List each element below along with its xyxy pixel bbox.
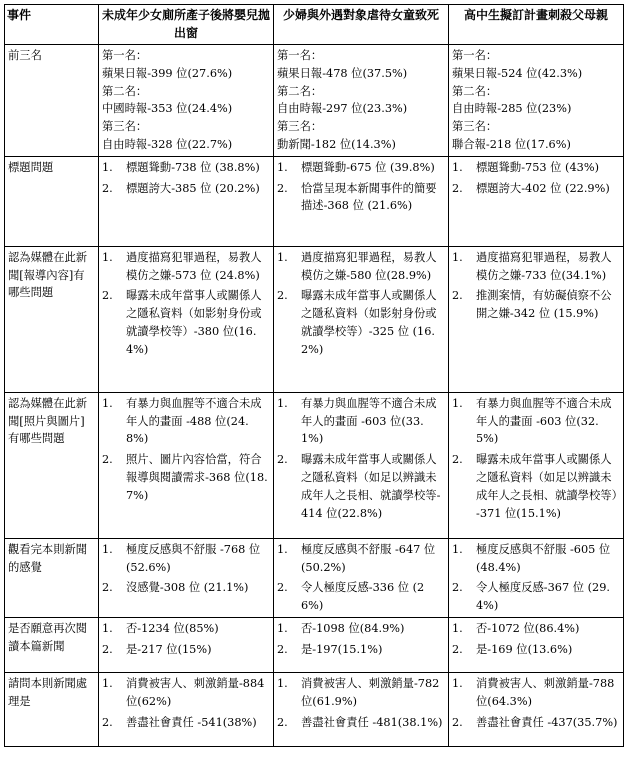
list-item-text: 善盡社會責任 -481(38.1%) <box>301 715 443 729</box>
list-item-number: 2. <box>277 289 288 303</box>
list-item-text: 曝露未成年當事人或關係人之隱私資料（如影射身份或就讀學校等）-380 位(16.4%) <box>126 289 262 356</box>
table-cell <box>449 392 624 538</box>
list-item-number: 2. <box>277 581 288 595</box>
list-item <box>277 159 445 177</box>
list-item-number: 2. <box>452 289 463 303</box>
row-label: 是否願意再次閱讀本篇新聞 <box>5 617 99 672</box>
list-item-number: 2. <box>452 715 463 729</box>
list-item <box>452 620 620 638</box>
list-item <box>102 541 270 577</box>
list-item-text: 是-217 位(15%) <box>126 642 212 656</box>
list-item <box>102 249 270 285</box>
numbered-list <box>277 159 445 215</box>
table-cell <box>99 246 274 392</box>
list-item-text: 標題誇大-385 位 (20.2%) <box>126 181 260 195</box>
list-item-number: 1. <box>277 676 288 690</box>
list-item-text: 消費被害人、刺激銷量-884 位(62%) <box>126 676 265 708</box>
list-item-number: 1. <box>452 676 463 690</box>
numbered-list <box>277 395 445 523</box>
list-item <box>277 180 445 216</box>
list-item-number: 1. <box>102 542 113 556</box>
list-item-text: 曝露未成年當事人或關係人之隱私資料（如足以辨識未成年人之長相、就讀學校等）-371 位(15.1%) <box>476 453 618 520</box>
list-item-text: 標題誇大-402 位 (22.9%) <box>476 181 610 195</box>
numbered-list <box>452 675 620 731</box>
list-item-text: 過度描寫犯罪過程，易教人模仿之嫌-580 位(28.9%) <box>301 250 437 282</box>
cell-line: 蘋果日報-399 位(27.6%) <box>102 66 233 80</box>
numbered-list <box>452 395 620 523</box>
cell-line: 第一名： <box>277 49 323 62</box>
table-cell <box>449 617 624 672</box>
row-label: 認為媒體在此新聞[照片與圖片]有哪些問題 <box>5 392 99 538</box>
list-item-number: 1. <box>452 542 463 556</box>
list-item <box>277 395 445 448</box>
table-row <box>5 392 624 538</box>
list-item-text: 是-197(15.1%) <box>301 642 383 656</box>
table-cell <box>449 538 624 617</box>
list-item-text: 否-1072 位(86.4%) <box>476 621 580 635</box>
header-case-2: 少婦與外遇對象虐待女童致死 <box>274 5 449 45</box>
list-item <box>102 451 270 504</box>
list-item <box>452 287 620 323</box>
list-item <box>102 714 270 732</box>
header-case-1: 未成年少女廁所產子後將嬰兒拋出窗 <box>99 5 274 45</box>
list-item-text: 善盡社會責任 -541(38%) <box>126 715 257 729</box>
header-case-3: 高中生擬訂計畫刺殺父母親 <box>449 5 624 45</box>
list-item-text: 標題聳動-675 位 (39.8%) <box>301 160 435 174</box>
list-item-text: 令人極度反感-336 位 (26%) <box>301 581 425 613</box>
list-item-number: 1. <box>452 396 463 410</box>
list-item <box>102 287 270 358</box>
cell-line: 自由時報-328 位(22.7%) <box>102 137 233 151</box>
table-cell <box>99 538 274 617</box>
table-cell <box>99 392 274 538</box>
table-cell <box>449 156 624 246</box>
list-item-text: 消費被害人、刺激銷量-788 位(64.3%) <box>476 676 615 708</box>
cell-line: 第一名： <box>102 49 148 62</box>
list-item-text: 沒感覺-308 位 (21.1%) <box>126 581 249 595</box>
table-cell <box>274 538 449 617</box>
list-item-number: 2. <box>277 715 288 729</box>
list-item <box>277 620 445 638</box>
table-cell <box>274 156 449 246</box>
table-cell <box>99 617 274 672</box>
cell-line: 動新聞-182 位(14.3%) <box>277 137 396 151</box>
table-cell <box>274 392 449 538</box>
table-row <box>5 246 624 392</box>
list-item <box>102 159 270 177</box>
table-cell <box>274 45 449 157</box>
list-item-number: 1. <box>102 676 113 690</box>
cell-line: 第二名： <box>452 84 498 98</box>
row-label: 請問本則新聞處理是 <box>5 672 99 746</box>
cell-line: 自由時報-297 位(23.3%) <box>277 102 408 116</box>
table-row <box>5 156 624 246</box>
list-item-text: 推測案情，有妨礙偵察不公開之嫌-342 位 (15.9%) <box>476 289 612 321</box>
numbered-list <box>102 395 270 505</box>
numbered-list <box>102 249 270 359</box>
list-item-text: 標題聳動-738 位 (38.8%) <box>126 160 260 174</box>
list-item-text: 過度描寫犯罪過程，易教人模仿之嫌-573 位 (24.8%) <box>126 250 262 282</box>
cell-line: 蘋果日報-524 位(42.3%) <box>452 66 583 80</box>
list-item <box>277 451 445 522</box>
cell-line: 第三名： <box>452 120 498 134</box>
list-item <box>452 249 620 285</box>
numbered-list <box>277 675 445 731</box>
list-item <box>452 641 620 659</box>
table-row <box>5 538 624 617</box>
list-item-number: 2. <box>102 289 113 303</box>
cell-line: 聯合報-218 位(17.6%) <box>452 137 571 151</box>
list-item-text: 過度描寫犯罪過程，易教人模仿之嫌-733 位(34.1%) <box>476 250 612 282</box>
numbered-list <box>102 620 270 659</box>
cell-line: 中國時報-353 位(24.4%) <box>102 102 233 116</box>
table-cell <box>449 672 624 746</box>
header-row <box>5 5 624 45</box>
numbered-list <box>277 249 445 359</box>
list-item-text: 曝露未成年當事人或關係人之隱私資料（如足以辨識未成年人之長相、就讀學校等-414 位(22.8%) <box>301 453 441 520</box>
list-item-text: 有暴力與血腥等不適合未成年人的畫面 -603 位(32.5%) <box>476 396 612 446</box>
list-item-text: 極度反感與不舒服 -768 位(52.6%) <box>126 542 261 574</box>
list-item <box>277 641 445 659</box>
table-cell <box>99 156 274 246</box>
cell-line: 第二名： <box>277 84 323 98</box>
list-item <box>102 395 270 448</box>
list-item-text: 恰當呈現本新聞事件的簡要描述-368 位 (21.6%) <box>301 181 437 213</box>
list-item-number: 1. <box>277 250 288 264</box>
cell-line: 蘋果日報-478 位(37.5%) <box>277 66 408 80</box>
list-item <box>102 641 270 659</box>
table-row <box>5 45 624 157</box>
row-label: 標題問題 <box>5 156 99 246</box>
list-item-number: 2. <box>102 453 113 467</box>
list-item <box>452 451 620 522</box>
list-item-number: 1. <box>102 160 113 174</box>
survey-table <box>4 4 624 747</box>
list-item <box>452 159 620 177</box>
list-item <box>452 714 620 732</box>
list-item-number: 2. <box>452 181 463 195</box>
cell-line: 自由時報-285 位(23%) <box>452 102 572 116</box>
table-row <box>5 672 624 746</box>
list-item-text: 極度反感與不舒服 -647 位(50.2%) <box>301 542 436 574</box>
list-item <box>102 620 270 638</box>
list-item-number: 2. <box>277 181 288 195</box>
list-item-number: 2. <box>102 581 113 595</box>
list-item-number: 1. <box>277 621 288 635</box>
numbered-list <box>277 620 445 659</box>
list-item-number: 1. <box>277 160 288 174</box>
numbered-list <box>102 159 270 198</box>
list-item-text: 消費被害人、刺激銷量-782 位(61.9%) <box>301 676 440 708</box>
numbered-list <box>102 675 270 731</box>
list-item-number: 2. <box>452 581 463 595</box>
numbered-list <box>277 541 445 615</box>
list-item-text: 曝露未成年當事人或關係人之隱私資料（如影射身份或就讀學校等）-325 位 (16.2%) <box>301 289 437 356</box>
list-item <box>452 541 620 577</box>
row-label: 前三名 <box>5 45 99 157</box>
list-item <box>277 287 445 358</box>
list-item-text: 善盡社會責任 -437(35.7%) <box>476 715 618 729</box>
list-item-number: 2. <box>102 181 113 195</box>
numbered-list <box>452 249 620 323</box>
list-item <box>277 579 445 615</box>
list-item-number: 1. <box>452 250 463 264</box>
table-cell <box>449 246 624 392</box>
numbered-list <box>102 541 270 597</box>
cell-line: 第一名： <box>452 49 498 62</box>
table-cell <box>449 45 624 157</box>
list-item-text: 極度反感與不舒服 -605 位(48.4%) <box>476 542 611 574</box>
list-item-number: 2. <box>277 642 288 656</box>
row-label: 觀看完本則新聞的感覺 <box>5 538 99 617</box>
table-cell <box>274 617 449 672</box>
list-item-number: 1. <box>102 621 113 635</box>
list-item-number: 1. <box>277 542 288 556</box>
list-item-number: 2. <box>452 453 463 467</box>
list-item <box>452 675 620 711</box>
table-cell <box>274 246 449 392</box>
list-item <box>277 675 445 711</box>
cell-line: 第三名： <box>277 120 323 134</box>
list-item-text: 否-1234 位(85%) <box>126 621 219 635</box>
list-item <box>102 579 270 597</box>
header-event: 事件 <box>5 5 99 45</box>
list-item-text: 照片、圖片內容恰當，符合報導與閱讀需求-368 位(18.7%) <box>126 453 268 502</box>
list-item-text: 令人極度反感-367 位 (29.4%) <box>476 581 611 613</box>
numbered-list <box>452 159 620 198</box>
list-item-number: 2. <box>452 642 463 656</box>
list-item <box>277 541 445 577</box>
list-item <box>452 180 620 198</box>
table-cell <box>99 45 274 157</box>
cell-line: 第三名： <box>102 120 148 134</box>
table-cell <box>99 672 274 746</box>
list-item-number: 1. <box>102 250 113 264</box>
list-item <box>102 675 270 711</box>
list-item-number: 1. <box>102 396 113 410</box>
list-item <box>452 395 620 448</box>
list-item <box>277 249 445 285</box>
list-item-number: 2. <box>102 715 113 729</box>
table-row <box>5 617 624 672</box>
table-cell <box>274 672 449 746</box>
list-item-text: 是-169 位(13.6%) <box>476 642 573 656</box>
list-item-number: 2. <box>102 642 113 656</box>
list-item-text: 標題聳動-753 位 (43%) <box>476 160 599 174</box>
numbered-list <box>452 620 620 659</box>
list-item-text: 有暴力與血腥等不適合未成年人的畫面 -488 位(24.8%) <box>126 396 262 446</box>
numbered-list <box>452 541 620 615</box>
row-label: 認為媒體在此新聞[報導內容]有哪些問題 <box>5 246 99 392</box>
list-item-number: 1. <box>277 396 288 410</box>
list-item-text: 否-1098 位(84.9%) <box>301 621 405 635</box>
list-item-number: 1. <box>452 621 463 635</box>
list-item <box>452 579 620 615</box>
list-item-number: 2. <box>277 453 288 467</box>
list-item-number: 1. <box>452 160 463 174</box>
cell-line: 第二名： <box>102 84 148 98</box>
list-item-text: 有暴力與血腥等不適合未成年人的畫面 -603 位(33.1%) <box>301 396 437 446</box>
list-item <box>102 180 270 198</box>
list-item <box>277 714 445 732</box>
